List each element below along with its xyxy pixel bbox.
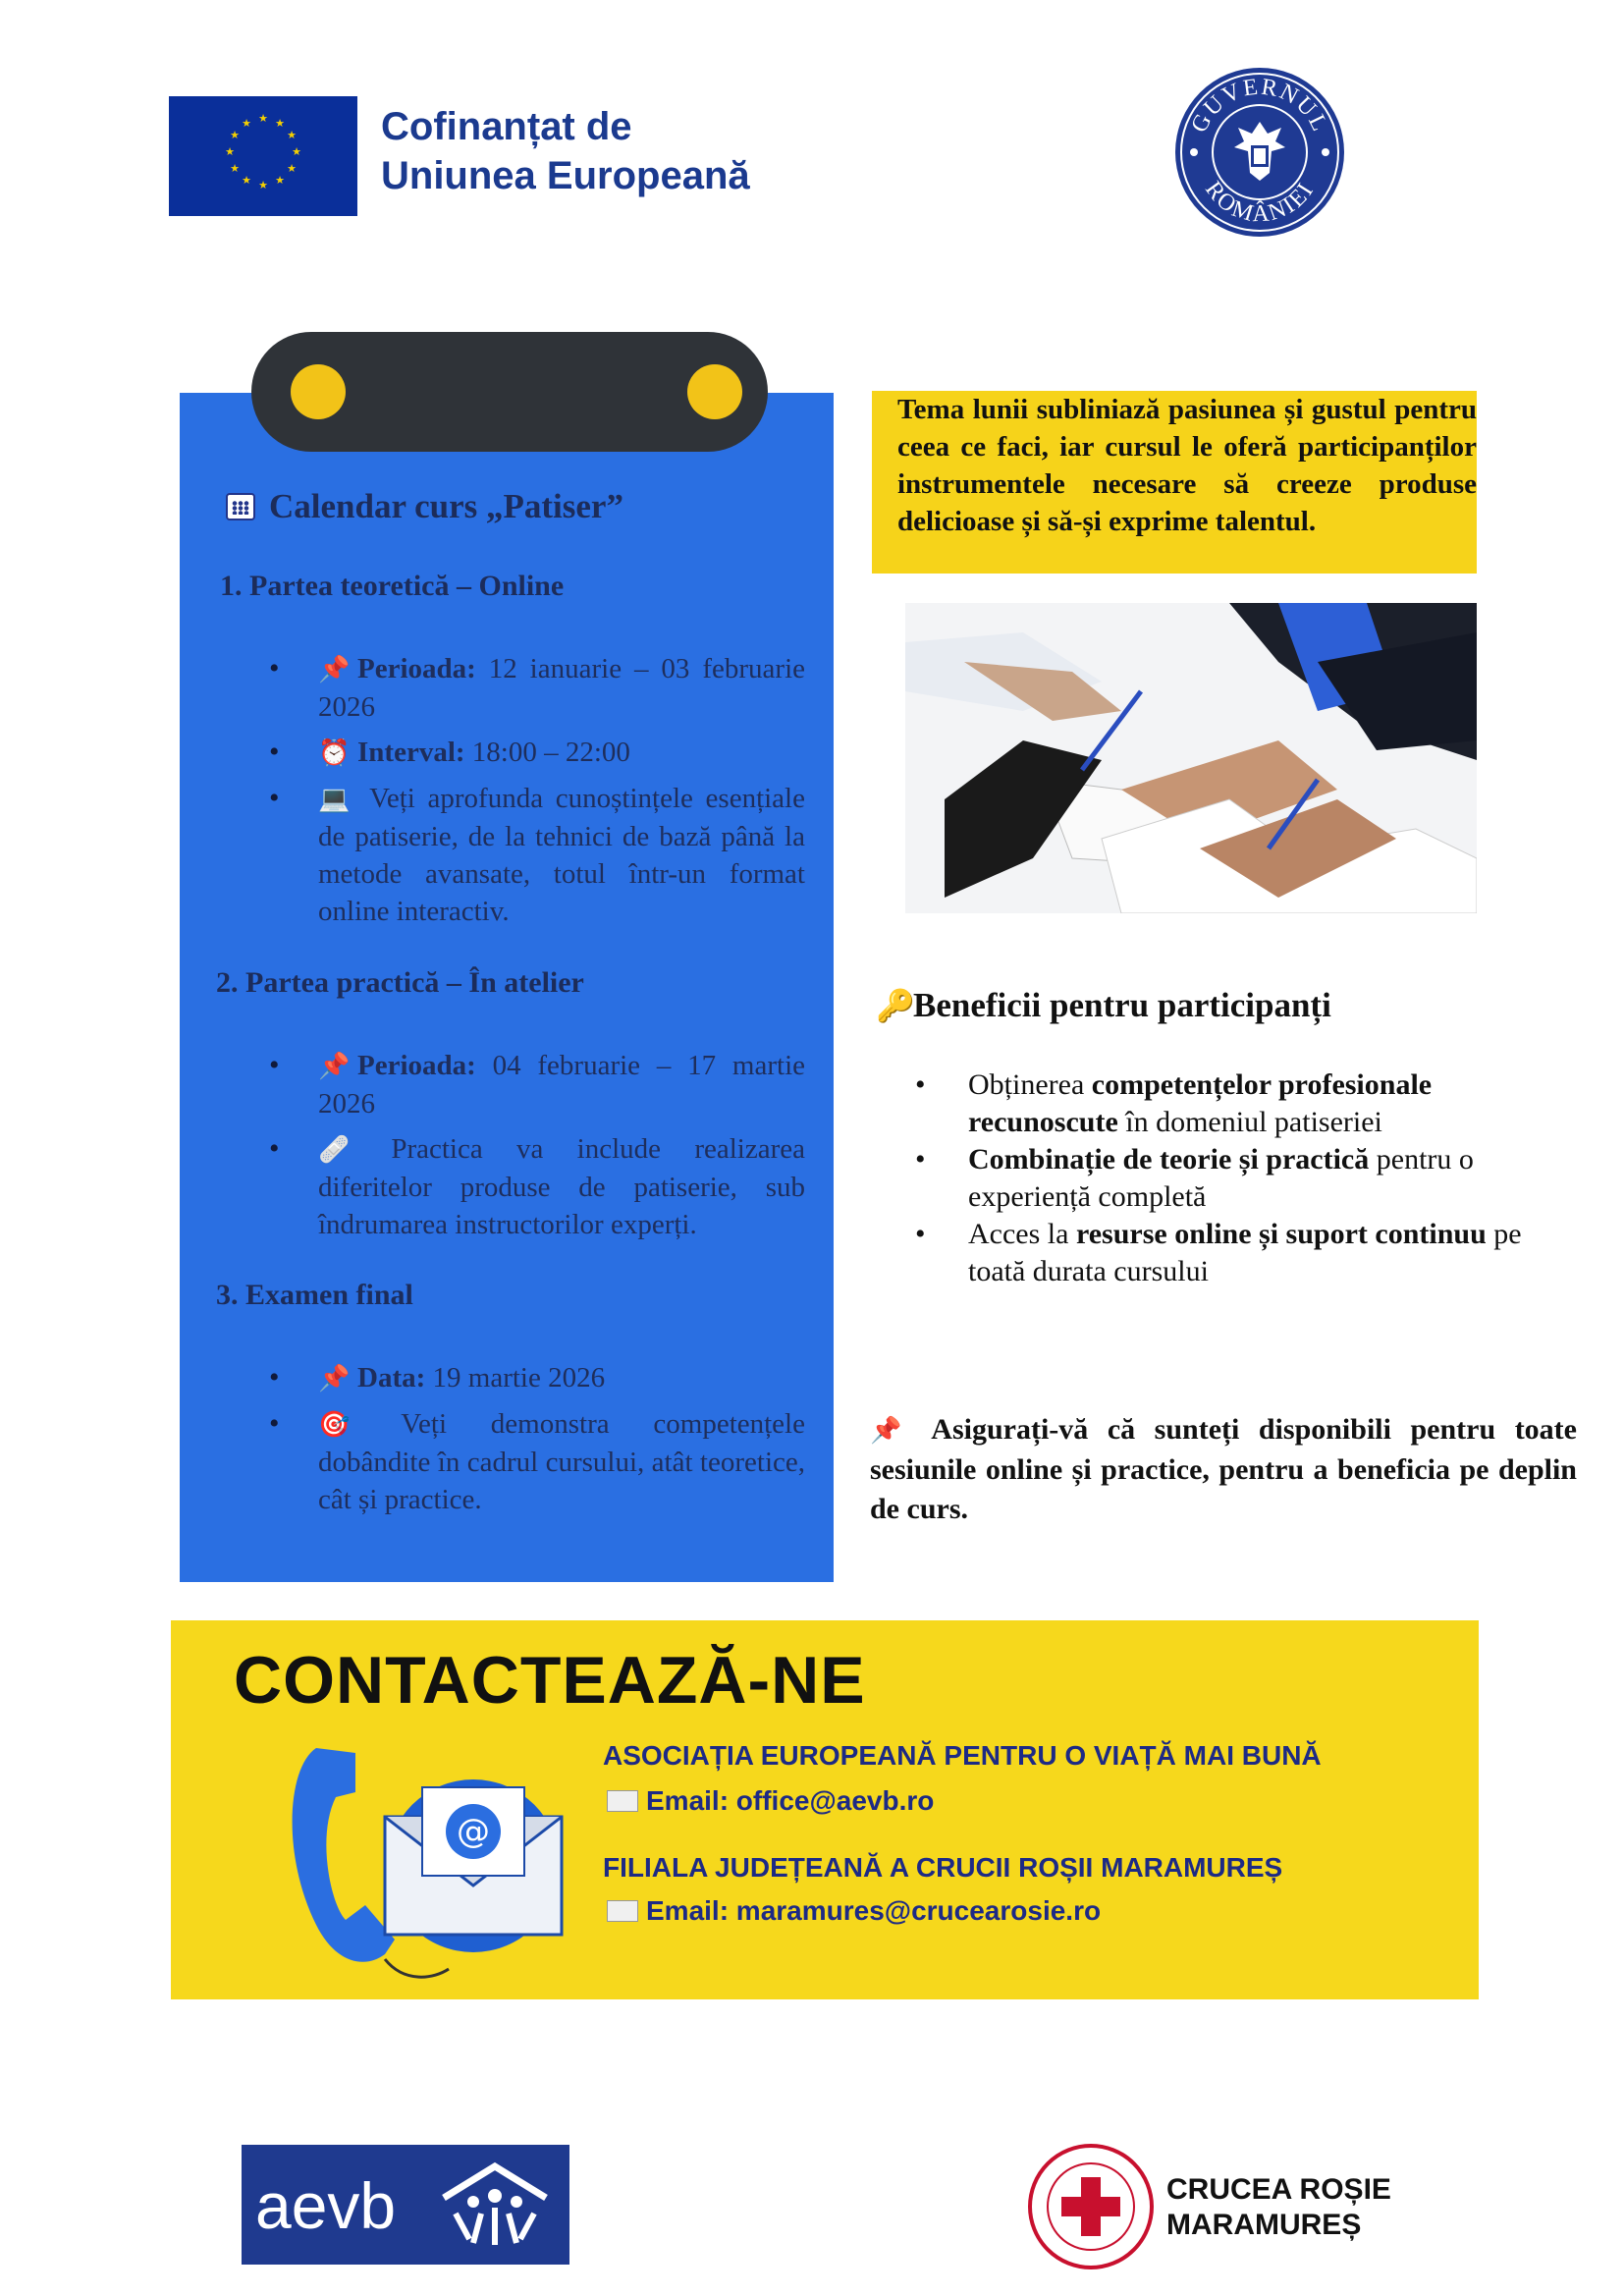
availability-note-text: Asigurați-vă că sunteți disponibili pentru toate sesiunile online și practice, pentru a beneficia pe deplin de curs. — [870, 1413, 1577, 1525]
bandage-icon: 🩹 — [318, 1135, 351, 1165]
item-label: Interval: — [357, 737, 465, 768]
item-label: Data: — [357, 1362, 426, 1394]
clip-right-dot — [687, 364, 742, 419]
svg-text:★: ★ — [287, 129, 297, 141]
contact-title: CONTACTEAZĂ-NE — [234, 1643, 866, 1718]
benefit-bold: competențelor profesionale recunoscute — [968, 1068, 1433, 1138]
section-theory-heading: 1. Partea teoretică – Online — [220, 570, 565, 602]
benefit-text: Acces la — [968, 1218, 1076, 1250]
seal-bottom-text: ROMÂNIEI — [1200, 177, 1320, 228]
pushpin-icon: 📌 — [870, 1416, 914, 1446]
aevb-logo — [242, 2145, 569, 2265]
eu-stars-icon — [169, 96, 357, 216]
rc-line2: MARAMUREȘ — [1166, 2209, 1362, 2241]
item-label: Perioada: — [357, 1050, 476, 1081]
section-exam-list — [234, 1359, 805, 1526]
section-theory-list — [234, 650, 805, 938]
email-text[interactable]: Email: maramures@crucearosie.ro — [646, 1895, 1102, 1926]
svg-text:★: ★ — [230, 129, 240, 141]
alarm-clock-icon: ⏰ — [318, 738, 351, 768]
list-item — [911, 1141, 1579, 1216]
email-line[interactable] — [607, 1895, 1101, 1927]
svg-text:★: ★ — [242, 174, 251, 187]
seal-top-text: GUVERNUL — [1186, 74, 1333, 137]
calendar-title — [226, 487, 623, 526]
eu-line1: Cofinanțat de — [381, 105, 632, 148]
pushpin-icon: 📌 — [318, 655, 351, 684]
item-text: 18:00 – 22:00 — [464, 737, 630, 768]
org-name: FILIALA JUDEȚEANĂ A CRUCII ROȘII MARAMUREȘ — [603, 1852, 1283, 1883]
target-icon: 🎯 — [318, 1410, 351, 1440]
benefits-title-text: Beneficii pentru participanți — [913, 986, 1331, 1024]
benefit-text: în domeniul patiseriei — [1117, 1106, 1382, 1138]
svg-text:★: ★ — [287, 162, 297, 175]
list-item — [234, 734, 805, 772]
eu-flag-logo — [169, 96, 357, 216]
envelope-icon — [607, 1790, 638, 1812]
list-item — [234, 650, 805, 726]
item-text: 04 februarie – 17 martie 2026 — [318, 1050, 805, 1120]
svg-text:★: ★ — [230, 162, 240, 175]
email-text[interactable]: Email: office@aevb.ro — [646, 1785, 935, 1816]
item-text: Practica va include realizarea diferitelor produse de patiserie, sub îndrumarea instructorilor experți. — [318, 1133, 805, 1240]
envelope-icon — [607, 1900, 638, 1922]
calendar-title-text: Calendar curs „Patiser” — [269, 487, 623, 525]
email-line[interactable] — [607, 1785, 934, 1817]
item-text: 12 ianuarie – 03 februarie 2026 — [318, 653, 805, 723]
section-exam-heading: 3. Examen final — [216, 1279, 413, 1311]
svg-text:★: ★ — [275, 174, 285, 187]
svg-text:★: ★ — [225, 145, 235, 158]
benefit-text: pe toată durata cursului — [968, 1218, 1522, 1287]
eu-cofinancing-text — [381, 102, 750, 200]
svg-text:★: ★ — [292, 145, 301, 158]
org-name: ASOCIAȚIA EUROPEANĂ PENTRU O VIAȚĂ MAI BUNĂ — [603, 1740, 1322, 1771]
benefit-text: pentru o experiență completă — [968, 1143, 1474, 1213]
list-item — [234, 1130, 805, 1243]
availability-note — [870, 1410, 1577, 1529]
people-house-icon — [434, 2159, 556, 2251]
item-label: Perioada: — [357, 653, 476, 684]
list-item — [234, 1359, 805, 1397]
laptop-icon: 💻 — [318, 785, 351, 814]
section-practice-list — [234, 1047, 805, 1251]
benefit-text: Obținerea — [968, 1068, 1092, 1101]
students-writing-photo — [905, 603, 1477, 913]
item-text: 19 martie 2026 — [425, 1362, 606, 1394]
svg-text:★: ★ — [258, 112, 268, 125]
key-icon: 🔑 — [876, 987, 915, 1024]
list-item — [234, 1047, 805, 1122]
red-cross-name — [1166, 2172, 1391, 2243]
clip-left-dot — [291, 364, 346, 419]
benefits-list — [911, 1066, 1579, 1290]
item-text: Veți aprofunda cunoștințele esențiale de patiserie, de la tehnici de bază până la metode avansate, totul într-un format online interactiv. — [318, 783, 805, 927]
benefit-bold: resurse online și suport continuu — [1075, 1218, 1487, 1250]
rc-line1: CRUCEA ROȘIE — [1166, 2173, 1391, 2206]
government-seal-logo — [1172, 65, 1347, 240]
eu-line2: Uniunea Europeană — [381, 154, 750, 197]
list-item — [234, 780, 805, 930]
svg-text:★: ★ — [275, 117, 285, 130]
list-item — [234, 1405, 805, 1518]
svg-text:★: ★ — [258, 179, 268, 191]
calendar-icon — [226, 493, 255, 520]
pushpin-icon: 📌 — [318, 1364, 351, 1394]
svg-text:★: ★ — [242, 117, 251, 130]
svg-text:@: @ — [457, 1812, 490, 1851]
list-item — [911, 1216, 1579, 1290]
theme-note: Tema lunii subliniază pasiunea și gustul pentru ceea ce faci, iar cursul le oferă participanților instrumentele necesare să creeze produse delicioase și să-și exprime talentul. — [872, 391, 1477, 574]
red-cross-seal-logo — [1027, 2143, 1155, 2270]
benefits-title — [876, 986, 1331, 1025]
phone-email-icon — [277, 1738, 581, 1984]
section-practice-heading: 2. Partea practică – În atelier — [216, 966, 584, 999]
list-item — [911, 1066, 1579, 1141]
pushpin-icon: 📌 — [318, 1052, 351, 1081]
benefit-bold: Combinație de teorie și practică — [968, 1143, 1370, 1175]
item-text: Veți demonstra competențele dobândite în cadrul cursului, atât teoretice, cât și practice. — [318, 1408, 805, 1515]
aevb-logo-text: aevb — [255, 2169, 397, 2242]
